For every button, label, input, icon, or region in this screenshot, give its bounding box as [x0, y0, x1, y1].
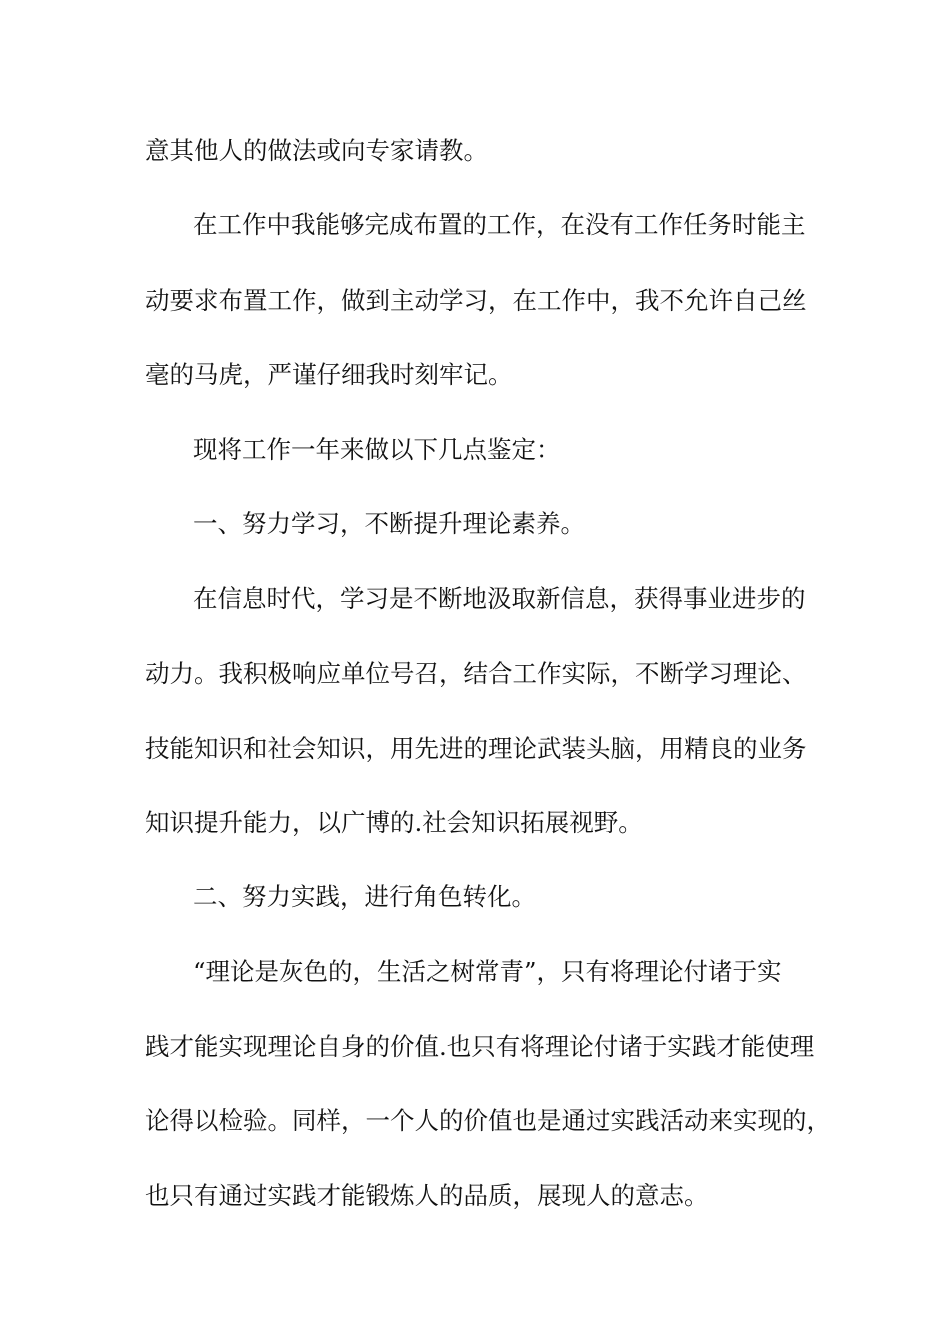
paragraph-first-line: “理论是灰色的，生活之树常青”，只有将理论付诸于实 [193, 957, 782, 986]
text-line: 也只有通过实践才能锻炼人的品质，展现人的意志。 [145, 1181, 709, 1210]
section-heading: 二、努力实践，进行角色转化。 [193, 882, 536, 911]
text-line: 践才能实现理论自身的价值.也只有将理论付诸于实践才能使理 [145, 1032, 815, 1061]
text-line: 技能知识和社会知识，用先进的理论武装头脑，用精良的业务 [145, 734, 807, 763]
paragraph-first-line: 现将工作一年来做以下几点鉴定： [193, 435, 561, 464]
text-line: 动力。我积极响应单位号召，结合工作实际，不断学习理论、 [145, 659, 807, 688]
section-heading: 一、努力学习，不断提升理论素养。 [193, 509, 585, 538]
text-line: 意其他人的做法或向专家请教。 [145, 136, 488, 165]
text-line: 知识提升能力，以广博的.社会知识拓展视野。 [145, 808, 643, 837]
text-line: 论得以检验。同样，一个人的价值也是通过实践活动来实现的， [145, 1106, 831, 1135]
text-line: 毫的马虎，严谨仔细我时刻牢记。 [145, 360, 513, 389]
text-line: 动要求布置工作，做到主动学习，在工作中，我不允许自己丝 [145, 286, 807, 315]
paragraph-first-line: 在工作中我能够完成布置的工作，在没有工作任务时能主 [193, 210, 806, 239]
paragraph-first-line: 在信息时代，学习是不断地汲取新信息，获得事业进步的 [193, 584, 806, 613]
